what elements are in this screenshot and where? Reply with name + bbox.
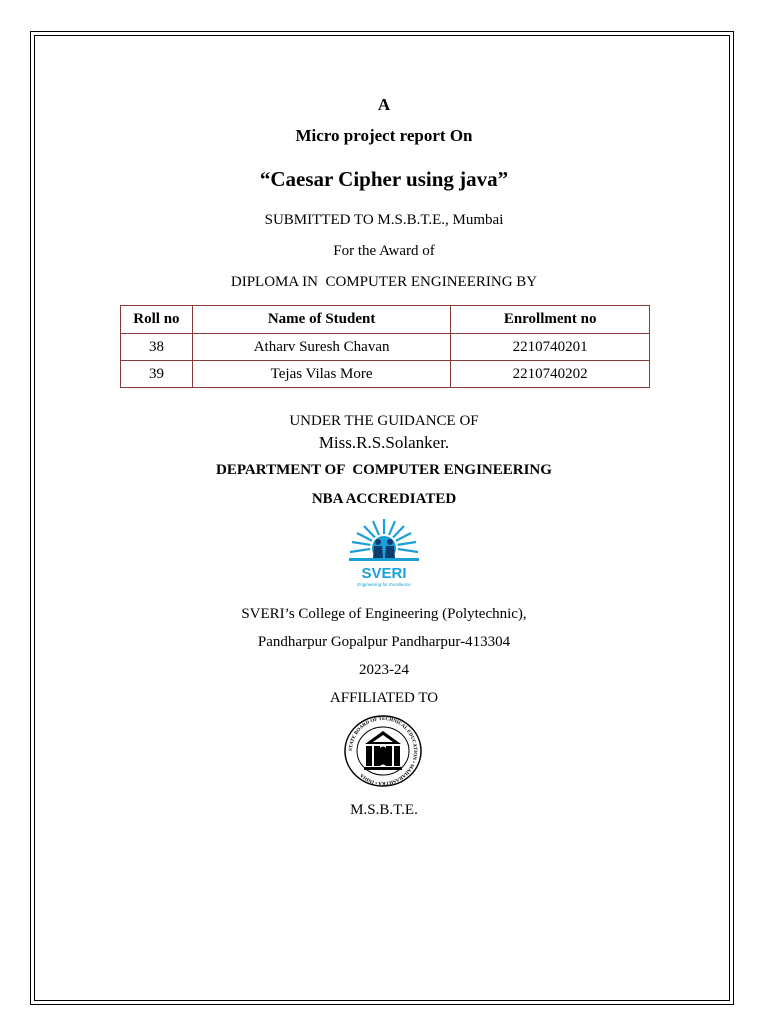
header-roll-no: Roll no <box>121 306 193 334</box>
affiliated-label: AFFILIATED TO <box>329 690 439 706</box>
student-name-cell: Tejas Vilas More <box>192 361 450 388</box>
sveri-wordmark: SVERI <box>361 565 407 582</box>
diploma-line: DIPLOMA IN COMPUTER ENGINEERING BY <box>230 274 538 290</box>
accreditation: NBA ACCREDIATED <box>311 491 457 507</box>
roll-no-cell: 38 <box>121 334 193 361</box>
award-line: For the Award of <box>333 243 435 259</box>
msbte-seal-icon <box>342 714 424 788</box>
college-name: SVERI’s College of Engineering (Polytechnic), <box>241 606 527 622</box>
board-name: M.S.B.T.E. <box>350 802 418 818</box>
project-title: “Caesar Cipher using java” <box>259 167 509 191</box>
academic-year: 2023-24 <box>359 662 409 678</box>
cover-letter-a: A <box>377 95 391 114</box>
roll-no-cell: 39 <box>121 361 193 388</box>
student-name-cell: Atharv Suresh Chavan <box>192 334 450 361</box>
table-row <box>121 334 650 361</box>
table-header-row <box>121 306 650 334</box>
report-type: Micro project report On <box>295 126 473 145</box>
students-table <box>120 305 650 388</box>
submitted-to: SUBMITTED TO M.S.B.T.E., Mumbai <box>264 212 504 228</box>
college-address: Pandharpur Gopalpur Pandharpur-413304 <box>257 634 511 650</box>
enrollment-no-cell: 2210740201 <box>451 334 650 361</box>
guide-name: Miss.R.S.Solanker. <box>318 433 450 452</box>
guidance-label: UNDER THE GUIDANCE OF <box>289 413 479 429</box>
department-name: DEPARTMENT OF COMPUTER ENGINEERING <box>216 462 552 478</box>
seal-ring-text: STATE BOARD OF TECHNICAL EDUCATION • MAHARASHTRA • INDIA <box>348 716 418 786</box>
sveri-tagline: Engineering for Excellence <box>357 582 411 587</box>
header-student-name: Name of Student <box>192 306 450 334</box>
header-enrollment-no: Enrollment no <box>451 306 650 334</box>
sveri-logo-icon <box>345 517 423 589</box>
table-row <box>121 361 650 388</box>
enrollment-no-cell: 2210740202 <box>451 361 650 388</box>
